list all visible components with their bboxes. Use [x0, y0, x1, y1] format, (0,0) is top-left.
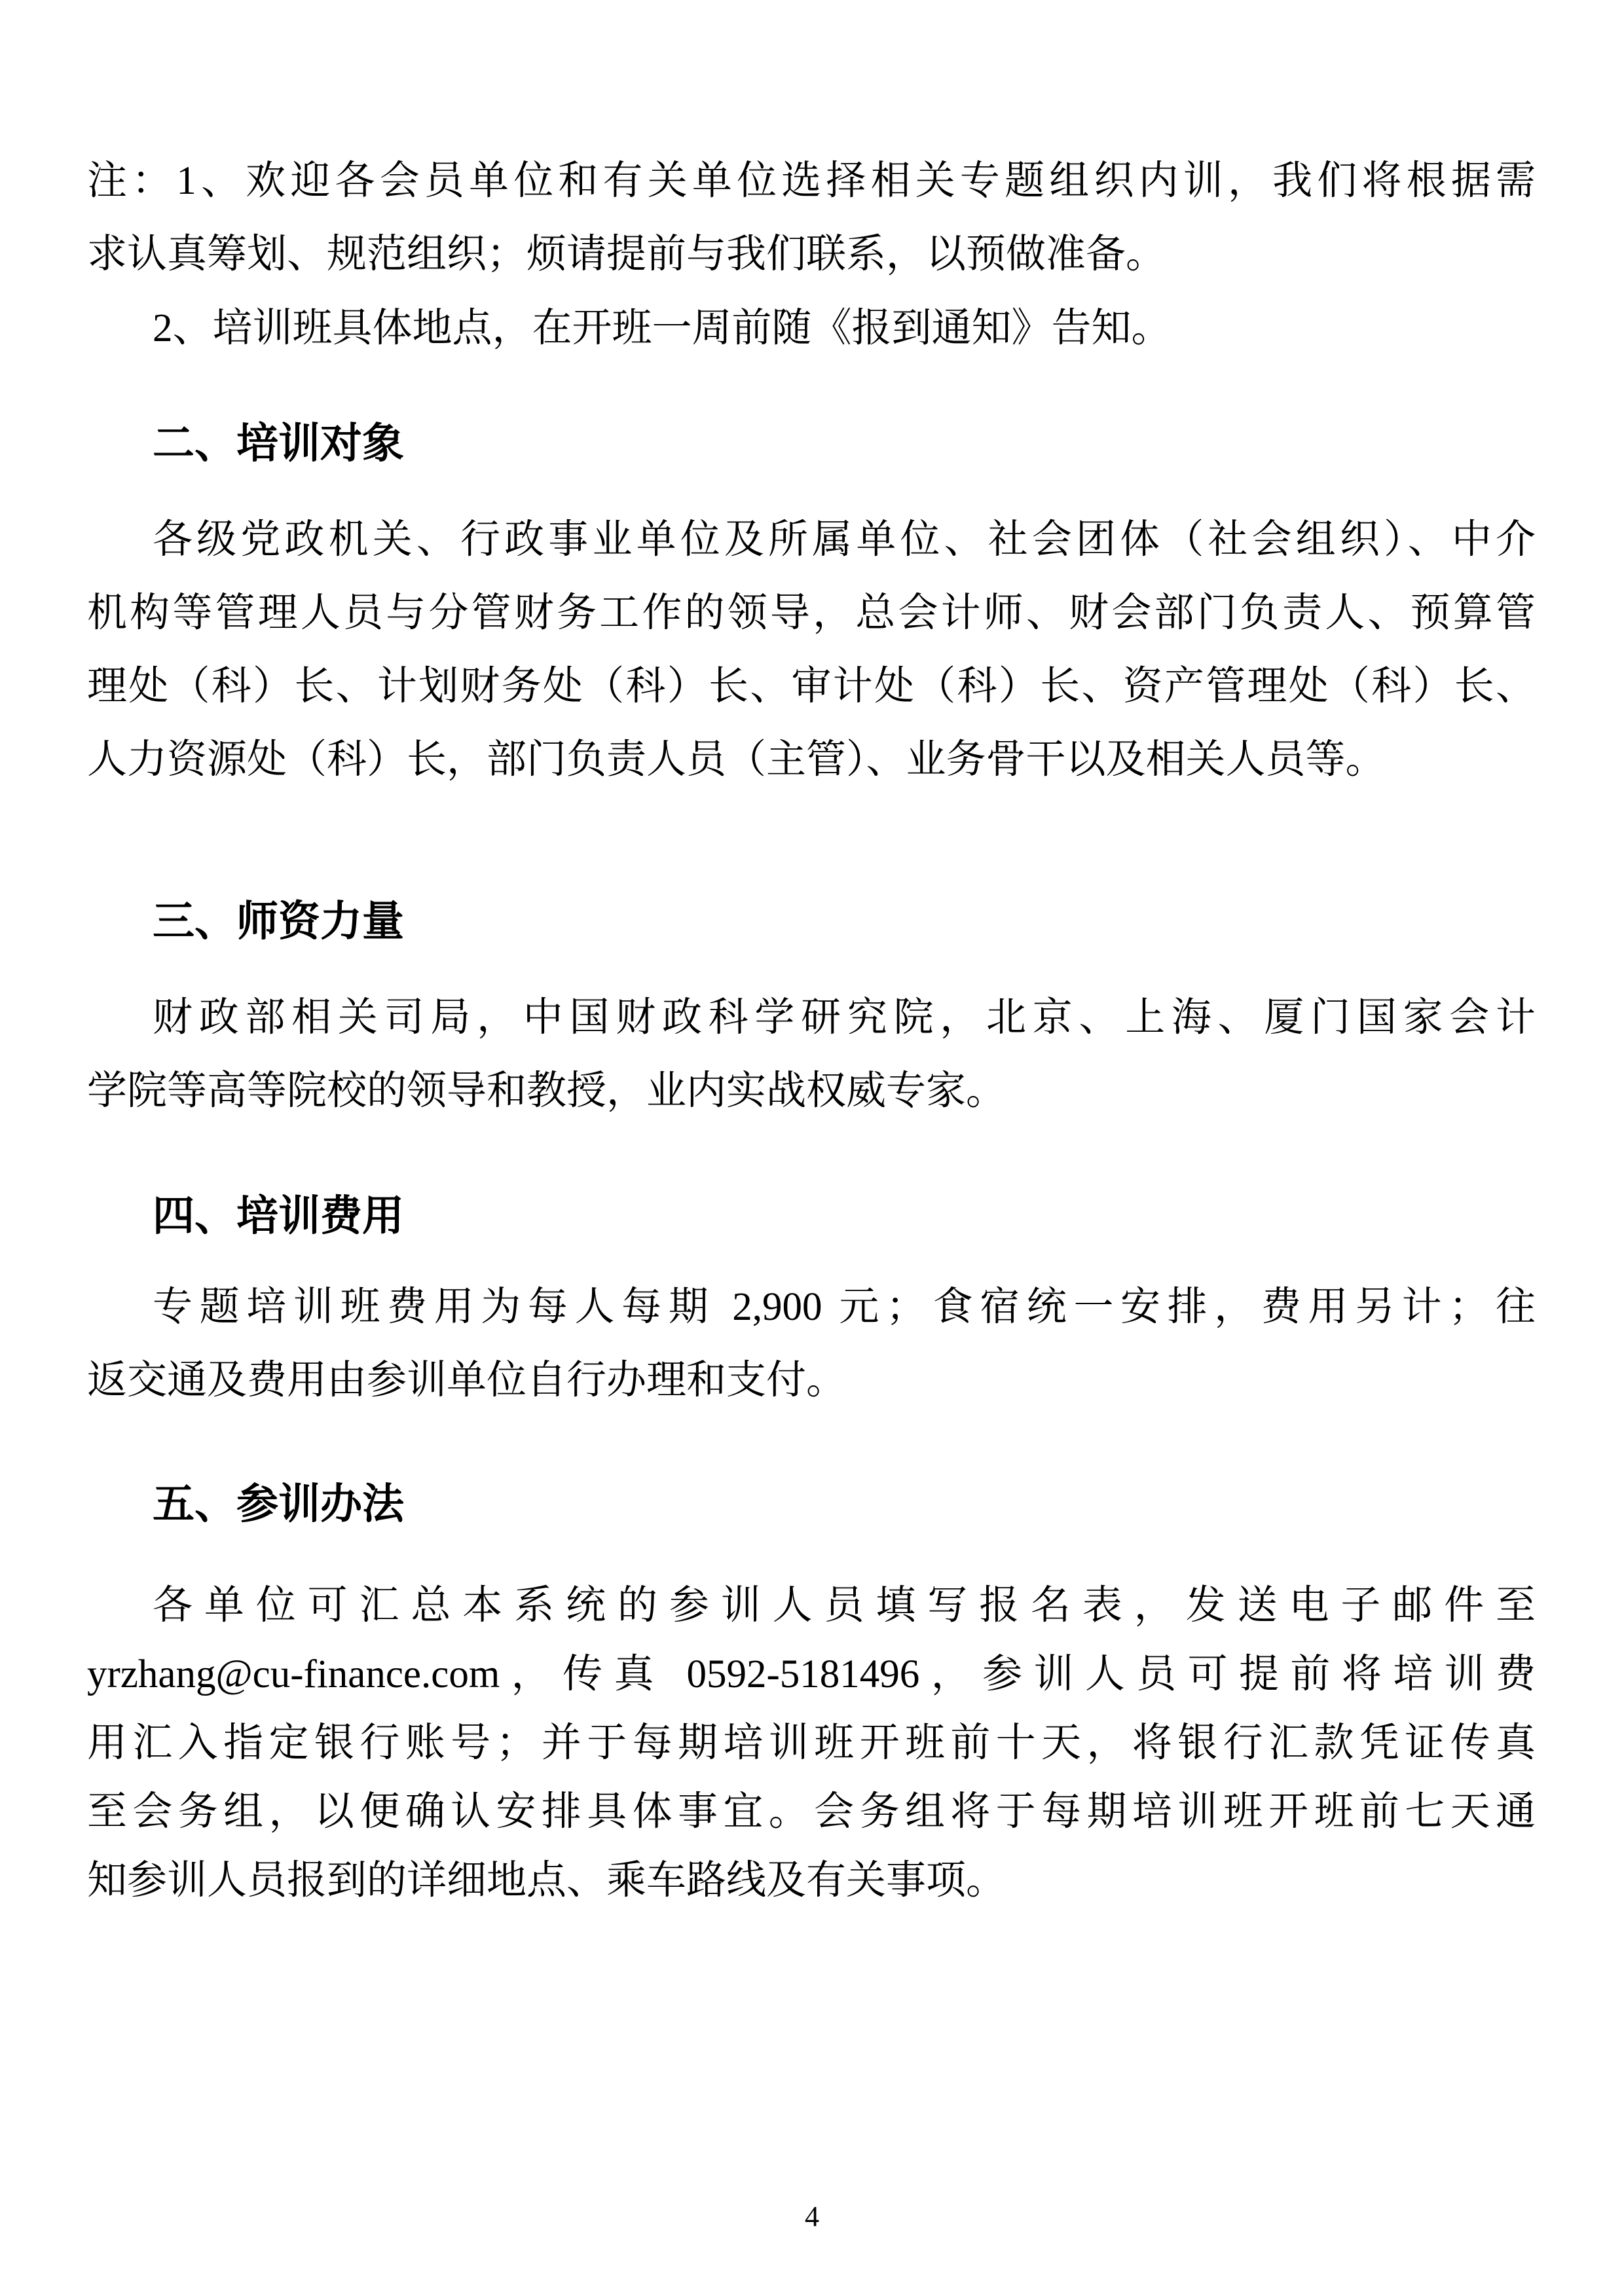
text-line: 财政部相关司局，中国财政科学研究院，北京、上海、厦门国家会计 — [153, 996, 1536, 1040]
text-line: 学院等高等院校的领导和教授，业内实战权威专家。 — [87, 1069, 1006, 1113]
text-line: 2、培训班具体地点，在开班一周前随《报到通知》告知。 — [153, 306, 1172, 350]
text-line: yrzhang@cu-finance.com，传真 0592-5181496，参训人员可提前将培训费 — [87, 1652, 1536, 1696]
section-paragraph-faculty — [87, 981, 1536, 1128]
section-paragraph-enrollment-method — [87, 1571, 1536, 1915]
text-line: 返交通及费用由参训单位自行办理和支付。 — [87, 1358, 847, 1402]
text-line: 专题培训班费用为每人每期 2,900 元；食宿统一安排，费用另计；往 — [153, 1285, 1536, 1329]
section-heading-faculty: 三、师资力量 — [153, 898, 404, 945]
section-heading-training-fee: 四、培训费用 — [153, 1192, 404, 1239]
text-line: 各单位可汇总本系统的参训人员填写报名表，发送电子邮件至 — [153, 1584, 1536, 1628]
text-line: 理处（科）长、计划财务处（科）长、审计处（科）长、资产管理处（科）长、 — [87, 665, 1536, 708]
text-line: 用汇入指定银行账号；并于每期培训班开班前十天，将银行汇款凭证传真 — [87, 1721, 1536, 1765]
text-line: 注：1、欢迎各会员单位和有关单位选择相关专题组织内训，我们将根据需 — [87, 159, 1536, 203]
section-heading-enrollment-method: 五、参训办法 — [153, 1480, 404, 1527]
section-heading-training-target: 二、培训对象 — [153, 420, 404, 467]
text-line: 至会务组，以便确认安排具体事宜。会务组将于每期培训班开班前七天通 — [87, 1790, 1536, 1834]
section-paragraph-training-target — [87, 503, 1536, 797]
text-line: 人力资源处（科）长，部门负责人员（主管）、业务骨干以及相关人员等。 — [87, 738, 1386, 782]
text-line: 各级党政机关、行政事业单位及所属单位、社会团体（社会组织）、中介 — [153, 518, 1536, 562]
text-line: 知参训人员报到的详细地点、乘车路线及有关事项。 — [87, 1859, 1006, 1903]
section-paragraph-training-fee — [87, 1271, 1536, 1417]
note-item-2 — [87, 292, 1536, 365]
page-number: 4 — [805, 2200, 819, 2232]
text-line: 机构等管理人员与分管财务工作的领导，总会计师、财会部门负责人、预算管 — [87, 591, 1536, 635]
note-paragraph — [87, 145, 1536, 291]
text-line: 求认真筹划、规范组织；烦请提前与我们联系，以预做准备。 — [87, 232, 1166, 276]
